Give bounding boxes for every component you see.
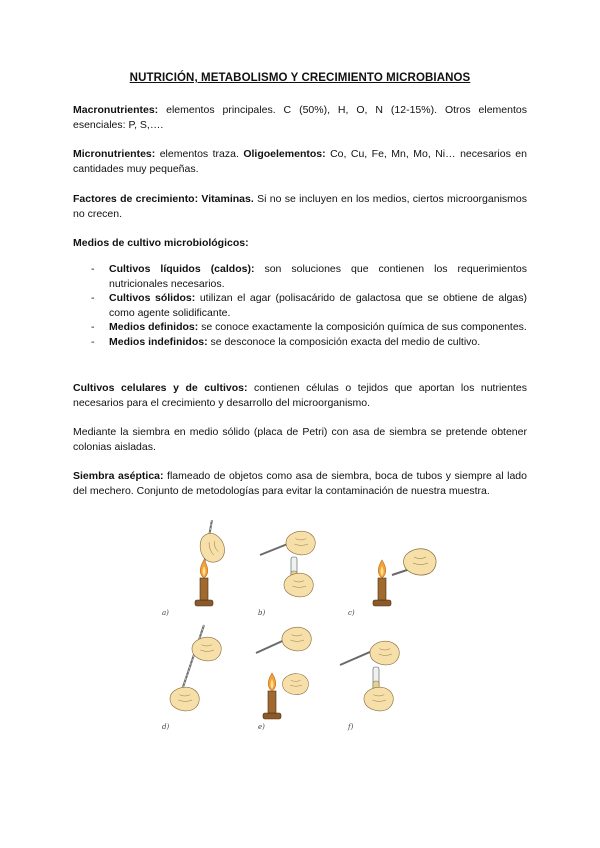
list-item: - Cultivos líquidos (caldos): son soluciones que contienen los requerimientos nutricionales necesarios. [91,263,527,290]
panel-close-tube [340,641,399,731]
macronutrientes-paragraph [73,103,527,133]
micronutrientes-paragraph [73,147,527,177]
siembra-paragraph: Mediante la siembra en medio sólido (placa de Petri) con asa de siembra se pretende obtener colonias aisladas. [73,426,527,453]
cultivos-celulares-term: Cultivos celulares y de cultivos: [73,382,248,394]
panel-transfer-loop [162,625,221,731]
cultivos-celulares-paragraph [73,381,527,411]
medios-list [73,262,527,349]
panel-flame-loop [162,520,228,617]
panel-open-tube [258,531,315,617]
siembra-aseptica-text: flameado de objetos como asa de siembra, boca de tubos y siempre al lado del mechero. Conjunto de metodologías para evitar la contaminación de nuestra muestra. [73,470,527,497]
svg-text:e): e) [258,723,265,731]
oligoelementos-text: Co, Cu, Fe, Mn, Mo, Ni… necesarios en cantidades muy pequeñas. [73,148,527,175]
list-item: - Cultivos sólidos: utilizan el agar (polisacárido de galactosa que se obtiene de algas) como agente solidificante. [91,292,528,319]
siembra-aseptica-term: Siembra aséptica: [73,470,164,482]
medios-heading: Medios de cultivo microbiológicos: [73,237,249,249]
panel-flame-tube [348,549,436,617]
svg-text:a): a) [162,609,169,617]
macronutrientes-term: Macronutrientes: [73,104,159,116]
list-item: - Medios indefinidos: se desconoce la composición exacta del medio de cultivo. [91,335,481,348]
siembra-aseptica-paragraph [73,469,527,499]
micronutrientes-text: elementos traza. [155,148,244,160]
cultivos-celulares-text: contienen células o tejidos que aportan los nutrientes necesarios para el crecimiento y desarrollo del microorganismo. [73,382,527,409]
macronutrientes-text: elementos principales. C (50%), H, O, N (12-15%). Otros elementos esenciales: P, S,…. [73,104,527,131]
aseptic-technique-illustration [160,515,445,735]
micronutrientes-term: Micronutrientes: [73,148,156,160]
svg-text:d): d) [162,723,170,731]
factores-text: Si no se incluyen en los medios, ciertos microorganismos no crecen. [73,193,527,220]
page-title: NUTRICIÓN, METABOLISMO Y CRECIMIENTO MICROBIANOS [129,72,471,84]
svg-text:f): f) [348,723,354,731]
list-item: - Medios definidos: se conoce exactamente la composición química de sus componentes. [91,321,527,333]
oligoelementos-term: Oligoelementos: [243,148,326,160]
svg-text:b): b) [258,609,266,617]
factores-term: Factores de crecimiento: Vitaminas. [73,193,254,205]
panel-flame-mouth [256,627,311,731]
factores-paragraph [73,192,527,222]
svg-text:c): c) [348,609,355,617]
